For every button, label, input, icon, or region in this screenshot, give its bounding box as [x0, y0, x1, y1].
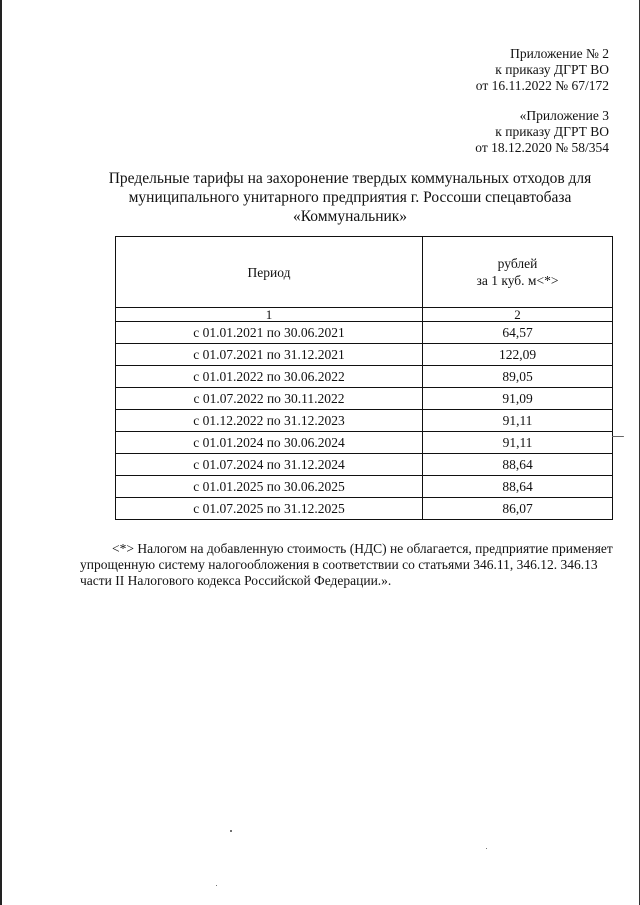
appendix-line: Приложение № 2	[510, 46, 609, 61]
footnote-line: части II Налогового кодекса Российской Федерации.».	[80, 573, 392, 588]
period-cell: с 01.01.2021 по 30.06.2021	[116, 322, 423, 344]
period-cell: с 01.12.2022 по 31.12.2023	[116, 410, 423, 432]
table-row	[116, 366, 613, 388]
price-cell: 88,64	[423, 454, 613, 476]
period-cell: с 01.07.2024 по 31.12.2024	[116, 454, 423, 476]
price-cell: 91,11	[423, 410, 613, 432]
scan-speck	[230, 830, 232, 832]
title-line: «Коммунальник»	[292, 208, 408, 225]
title-line: муниципального унитарного предприятия г. Россоши спецавтобаза	[128, 189, 572, 206]
column-number-row	[116, 308, 613, 322]
price-cell: 88,64	[423, 476, 613, 498]
appendix-header	[476, 46, 609, 94]
document-title	[100, 169, 600, 226]
period-cell: с 01.07.2022 по 30.11.2022	[116, 388, 423, 410]
period-cell: с 01.01.2025 по 30.06.2025	[116, 476, 423, 498]
period-cell: с 01.07.2021 по 31.12.2021	[116, 344, 423, 366]
previous-appendix-line: от 18.12.2020 № 58/354	[475, 140, 609, 155]
column-number: 1	[116, 308, 423, 322]
period-cell: с 01.07.2025 по 31.12.2025	[116, 498, 423, 520]
price-cell: 64,57	[423, 322, 613, 344]
scan-speck	[216, 885, 217, 886]
header-price	[423, 237, 613, 308]
scan-speck	[612, 436, 624, 437]
footnote-line: упрощенную систему налогообложения в соответствии со статьями 346.11, 346.12. 346.13	[80, 557, 598, 572]
price-cell: 91,11	[423, 432, 613, 454]
table-row	[116, 476, 613, 498]
header-period: Период	[116, 237, 423, 308]
title-line: Предельные тарифы на захоронение твердых коммунальных отходов для	[108, 170, 592, 187]
header-price-line: за 1 куб. м<*>	[476, 273, 559, 288]
vat-footnote	[80, 541, 620, 589]
table-row	[116, 498, 613, 520]
previous-appendix-line: к приказу ДГРТ ВО	[495, 124, 609, 139]
table-row	[116, 454, 613, 476]
period-cell: с 01.01.2024 по 30.06.2024	[116, 432, 423, 454]
price-cell: 122,09	[423, 344, 613, 366]
scan-edge-left	[0, 0, 2, 905]
table-row	[116, 322, 613, 344]
table-row	[116, 410, 613, 432]
table-row	[116, 432, 613, 454]
previous-appendix-header	[475, 108, 609, 156]
table-row	[116, 344, 613, 366]
header-price-line: рублей	[497, 256, 538, 271]
tariffs-table	[115, 236, 613, 520]
price-cell: 86,07	[423, 498, 613, 520]
period-cell: с 01.01.2022 по 30.06.2022	[116, 366, 423, 388]
price-cell: 91,09	[423, 388, 613, 410]
appendix-line: к приказу ДГРТ ВО	[495, 62, 609, 77]
previous-appendix-line: «Приложение 3	[519, 108, 609, 123]
column-number: 2	[423, 308, 613, 322]
appendix-line: от 16.11.2022 № 67/172	[475, 78, 609, 93]
table-row	[116, 388, 613, 410]
scan-speck	[486, 848, 487, 849]
footnote-line: <*> Налогом на добавленную стоимость (НДС) не облагается, предприятие применяет	[112, 541, 613, 556]
table-header-row	[116, 237, 613, 308]
price-cell: 89,05	[423, 366, 613, 388]
